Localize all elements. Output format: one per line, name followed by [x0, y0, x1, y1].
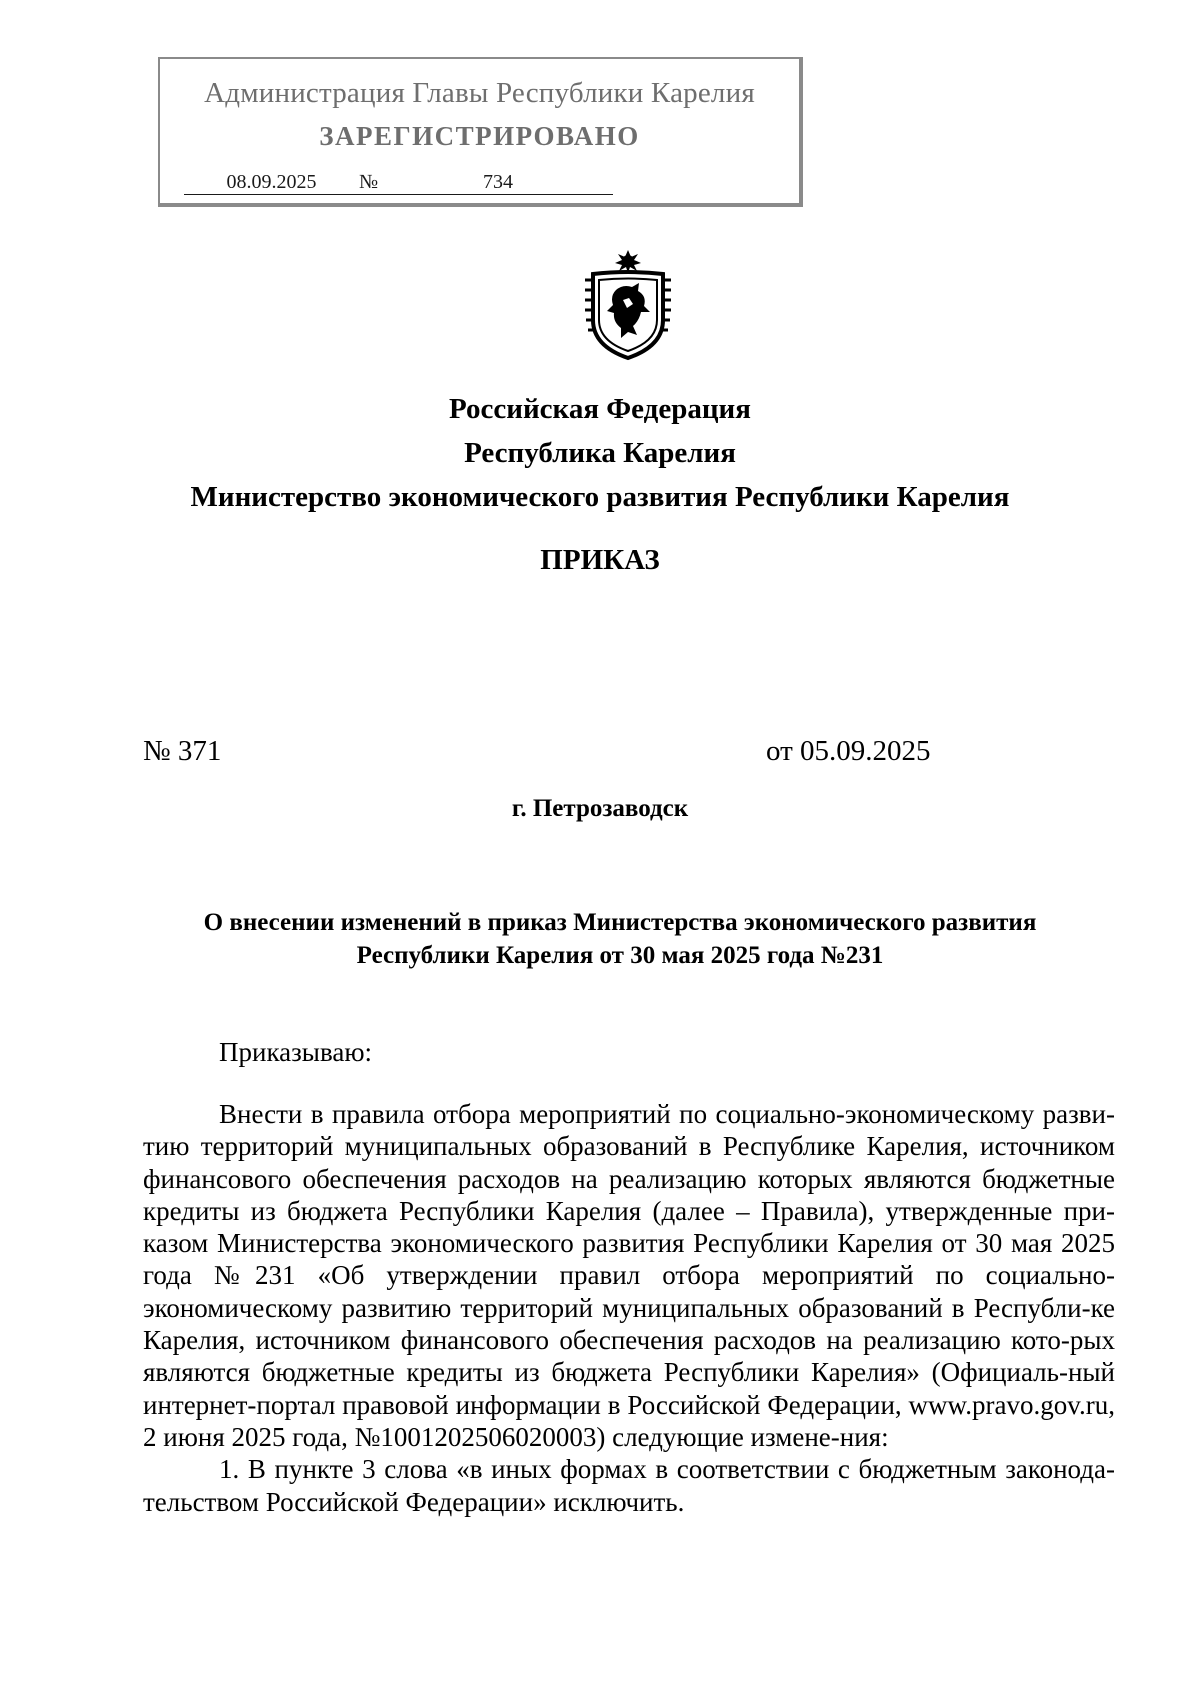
order-title [140, 906, 1100, 972]
stamp-registration-line [184, 171, 613, 195]
order-word: Приказываю: [219, 1037, 372, 1067]
header-republic: Республика Карелия [464, 437, 736, 469]
header-ministry: Министерство экономического развития Республики Карелия [190, 481, 1010, 513]
order-body [143, 1098, 1115, 1518]
karelia-coat-of-arms-icon [583, 250, 673, 362]
order-city: г. Петрозаводск [511, 795, 689, 822]
stamp-date: 08.09.2025 [184, 171, 359, 195]
document-type: ПРИКАЗ [540, 544, 660, 576]
order-title-line-2: Республики Карелия от 30 мая 2025 года №231 [356, 942, 884, 969]
order-title-line-1: О внесении изменений в приказ Министерства экономического развития [203, 909, 1037, 936]
order-date: от 05.09.2025 [766, 735, 931, 767]
stamp-number-sign: № [359, 171, 383, 195]
header-country: Российская Федерация [449, 393, 751, 425]
registration-stamp [158, 57, 803, 207]
stamp-authority: Администрация Главы Республики Карелия [204, 77, 755, 109]
body-paragraph-1: Внести в правила отбора мероприятий по социально-экономическому разви-тию территорий муниципальных образований в Республике Карелия, источником финансового обеспечения расходов на реализацию которых являются бюджетные кредиты из бюджета Республики Карелия (далее – Правила), утвержденные при-казом Министерства экономического развития Республики Карелия от 30 мая 2025 года №231 «Об утверждении правил отбора мероприятий по социально-экономическому развитию территорий муниципальных образований в Республи-ке Карелия, источником финансового обеспечения расходов на реализацию кото-рых являются бюджетные кредиты из бюджета Республики Карелия» (Официаль-ный интернет-портал правовой информации в Российской Федерации, www.pravo.gov.ru, 2 июня 2025 года, №1001202506020003) следующие измене-ния: [143, 1099, 1115, 1452]
stamp-status: ЗАРЕГИСТРИРОВАНО [319, 121, 640, 151]
order-number: № 371 [143, 735, 222, 767]
body-paragraph-2: 1. В пункте 3 слова «в иных формах в соответствии с бюджетным законода-тельством Российской Федерации» исключить. [143, 1454, 1115, 1517]
stamp-number: 734 [383, 171, 613, 195]
